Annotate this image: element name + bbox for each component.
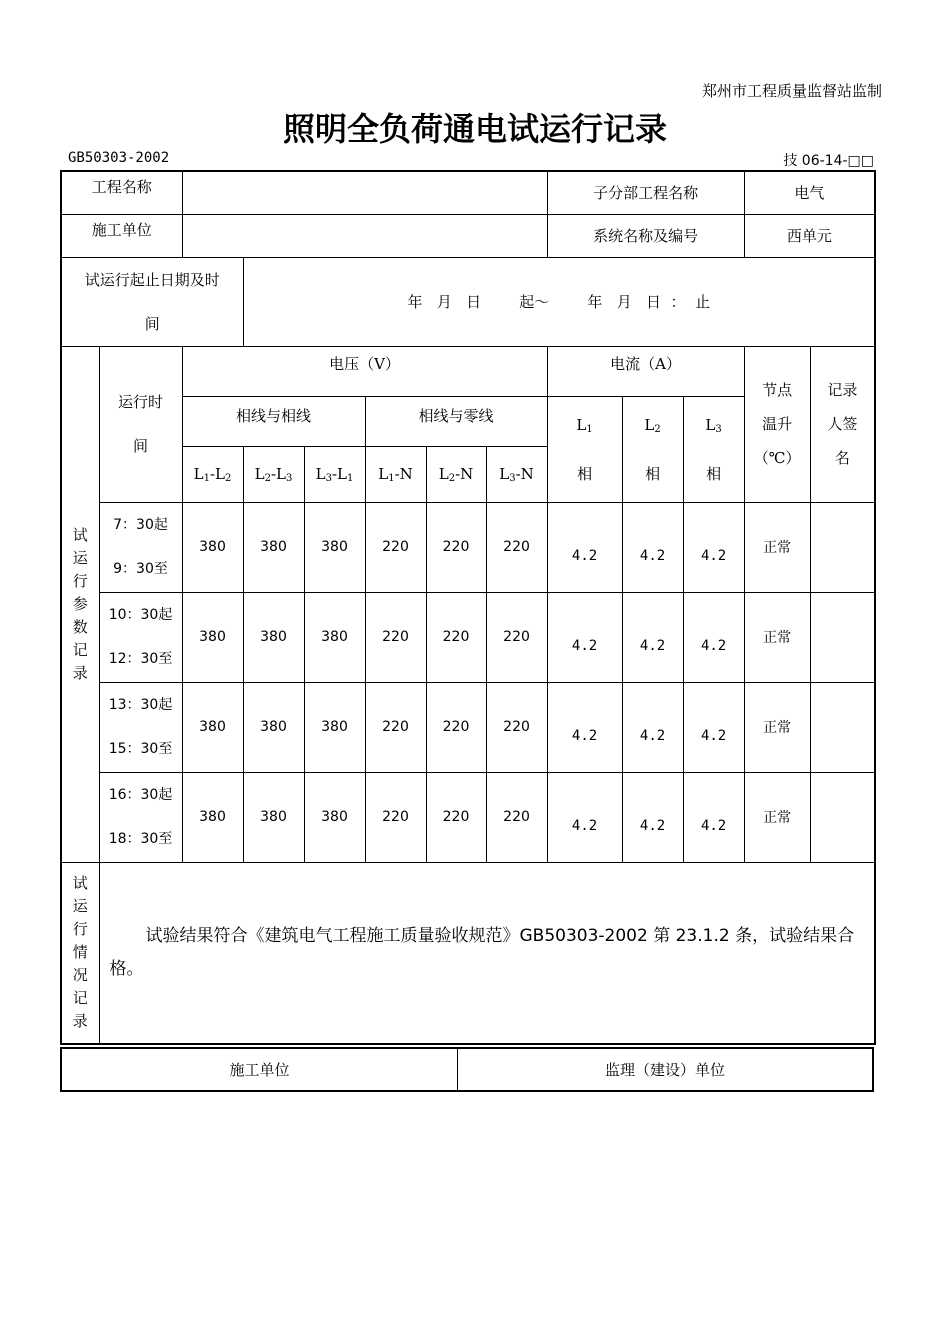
signer-header-line: 记录 — [827, 381, 858, 399]
label-char: 情 — [72, 943, 88, 962]
contractor-label: 施工单位 — [61, 214, 182, 257]
phase-l1-header — [547, 396, 622, 502]
situation-label — [61, 862, 99, 1044]
system-value[interactable]: 西单元 — [744, 214, 875, 257]
situation-text: 试验结果符合《建筑电气工程施工质量验收规范》GB50303-2002 第 23.1.2 条，试验结果合格。 — [109, 925, 855, 979]
voltage-cell[interactable]: 220 — [486, 772, 547, 862]
project-name-value[interactable] — [182, 171, 547, 214]
voltage-cell[interactable]: 380 — [182, 682, 243, 772]
voltage-cell[interactable]: 220 — [426, 682, 486, 772]
page-title: 照明全负荷通电试运行记录 — [282, 110, 667, 148]
run-time-cell — [99, 502, 182, 592]
voltage-cell[interactable]: 220 — [365, 682, 426, 772]
run-time-header-line2: 间 — [133, 437, 149, 455]
voltage-cell[interactable]: 380 — [243, 502, 304, 592]
current-cell[interactable]: 4.2 — [622, 682, 683, 772]
col-l1-n: $L_1-N$ — [365, 446, 426, 502]
label-char: 运 — [72, 897, 88, 916]
voltage-header: 电压（V） — [182, 346, 547, 396]
run-start: 13：30起 — [108, 697, 173, 713]
line-neutral-header: 相线与零线 — [365, 396, 547, 446]
phase-char: 相 — [706, 464, 722, 483]
project-name-label: 工程名称 — [61, 171, 182, 214]
voltage-cell[interactable]: 220 — [426, 592, 486, 682]
temp-header-line: 节点 — [762, 381, 793, 399]
voltage-cell[interactable]: 220 — [365, 502, 426, 592]
phase-l2-label: $L_2$ — [644, 415, 661, 435]
run-end: 9：30至 — [113, 561, 168, 577]
table-row — [61, 682, 875, 772]
current-cell[interactable]: 4.2 — [683, 682, 744, 772]
run-start: 16：30起 — [108, 787, 173, 803]
period-label-line1: 试运行起止日期及时 — [84, 270, 220, 289]
signer-header — [810, 346, 875, 502]
run-time-header-line1: 运行时 — [118, 393, 164, 411]
voltage-cell[interactable]: 380 — [304, 592, 365, 682]
table-row — [61, 592, 875, 682]
period-label-line2: 间 — [144, 314, 160, 333]
label-char: 行 — [72, 920, 88, 939]
signer-header-line: 人签 — [827, 415, 858, 433]
label-char: 记 — [72, 989, 88, 1008]
voltage-cell[interactable]: 380 — [243, 772, 304, 862]
period-value[interactable]: 年 月 日 起～ 年 月 日 ： 止 — [243, 257, 875, 346]
situation-text-cell[interactable] — [99, 862, 875, 1044]
label-char: 参 — [72, 594, 88, 613]
temp-header — [744, 346, 810, 502]
voltage-cell[interactable]: 380 — [182, 772, 243, 862]
col-l3-l1: $L_3-L_1$ — [304, 446, 365, 502]
signer-cell[interactable] — [810, 502, 875, 592]
voltage-cell[interactable]: 380 — [243, 592, 304, 682]
form-code: 技 06-14-□□ — [783, 153, 874, 169]
current-cell[interactable]: 4.2 — [683, 772, 744, 862]
signer-header-line: 名 — [834, 449, 850, 467]
label-char: 录 — [72, 663, 88, 682]
current-cell[interactable]: 4.2 — [622, 772, 683, 862]
temp-header-line: （℃） — [753, 449, 801, 467]
label-char: 试 — [72, 525, 88, 544]
voltage-cell[interactable]: 380 — [304, 682, 365, 772]
label-char: 运 — [72, 548, 88, 567]
label-char: 行 — [72, 571, 88, 590]
system-label: 系统名称及编号 — [547, 214, 744, 257]
params-section-label — [61, 346, 99, 862]
label-char: 况 — [72, 966, 88, 985]
current-cell[interactable]: 4.2 — [683, 592, 744, 682]
voltage-cell[interactable]: 220 — [486, 592, 547, 682]
current-header: 电流（A） — [547, 346, 744, 396]
label-char: 记 — [72, 640, 88, 659]
voltage-cell[interactable]: 220 — [426, 772, 486, 862]
contractor-value[interactable] — [182, 214, 547, 257]
label-char: 数 — [72, 617, 88, 636]
voltage-cell[interactable]: 380 — [243, 682, 304, 772]
phase-l3-label: $L_3$ — [705, 415, 722, 435]
current-cell[interactable]: 4.2 — [547, 592, 622, 682]
period-label — [61, 257, 243, 346]
run-end: 12：30至 — [108, 651, 173, 667]
col-l1-l2: $L_1-L_2$ — [182, 446, 243, 502]
supervision-note: 郑州市工程质量监督站监制 — [701, 82, 882, 100]
phase-l1-label: $L_1$ — [576, 415, 593, 435]
sub-project-label: 子分部工程名称 — [547, 171, 744, 214]
current-cell[interactable]: 4.2 — [547, 772, 622, 862]
sub-project-value[interactable]: 电气 — [744, 171, 875, 214]
run-time-cell — [99, 592, 182, 682]
col-l2-n: $L_2-N$ — [426, 446, 486, 502]
run-time-header — [99, 346, 182, 502]
col-l3-n: $L_3-N$ — [486, 446, 547, 502]
voltage-cell[interactable]: 220 — [365, 592, 426, 682]
current-cell[interactable]: 4.2 — [683, 502, 744, 592]
col-l2-l3: $L_2-L_3$ — [243, 446, 304, 502]
standard-code: GB50303-2002 — [68, 150, 170, 166]
voltage-cell[interactable]: 380 — [304, 502, 365, 592]
signature-table — [60, 1047, 874, 1092]
run-time-cell — [99, 682, 182, 772]
voltage-cell[interactable]: 220 — [426, 502, 486, 592]
table-row — [61, 502, 875, 592]
temp-cell[interactable]: 正常 — [744, 592, 810, 682]
voltage-cell[interactable]: 380 — [182, 592, 243, 682]
record-table — [60, 170, 876, 1045]
current-cell[interactable]: 4.2 — [622, 592, 683, 682]
signer-cell[interactable] — [810, 682, 875, 772]
temp-header-line: 温升 — [762, 415, 793, 433]
temp-cell[interactable]: 正常 — [744, 772, 810, 862]
phase-l2-header — [622, 396, 683, 502]
current-cell[interactable]: 4.2 — [547, 682, 622, 772]
voltage-cell[interactable]: 220 — [365, 772, 426, 862]
temp-cell[interactable]: 正常 — [744, 682, 810, 772]
table-row — [61, 772, 875, 862]
line-line-header: 相线与相线 — [182, 396, 365, 446]
voltage-cell[interactable]: 380 — [304, 772, 365, 862]
voltage-cell[interactable]: 220 — [486, 682, 547, 772]
label-char: 试 — [72, 874, 88, 893]
run-end: 15：30至 — [108, 741, 173, 757]
current-cell[interactable]: 4.2 — [622, 502, 683, 592]
temp-cell[interactable]: 正常 — [744, 502, 810, 592]
run-start: 7：30起 — [113, 517, 168, 533]
label-char: 录 — [72, 1012, 88, 1031]
phase-char: 相 — [577, 464, 593, 483]
voltage-cell[interactable]: 380 — [182, 502, 243, 592]
current-cell[interactable]: 4.2 — [547, 502, 622, 592]
run-end: 18：30至 — [108, 831, 173, 847]
phase-l3-header — [683, 396, 744, 502]
run-start: 10：30起 — [108, 607, 173, 623]
footer-supervisor: 监理（建设）单位 — [458, 1048, 874, 1091]
footer-contractor: 施工单位 — [61, 1048, 458, 1091]
signer-cell[interactable] — [810, 592, 875, 682]
voltage-cell[interactable]: 220 — [486, 502, 547, 592]
phase-char: 相 — [645, 464, 661, 483]
run-time-cell — [99, 772, 182, 862]
signer-cell[interactable] — [810, 772, 875, 862]
